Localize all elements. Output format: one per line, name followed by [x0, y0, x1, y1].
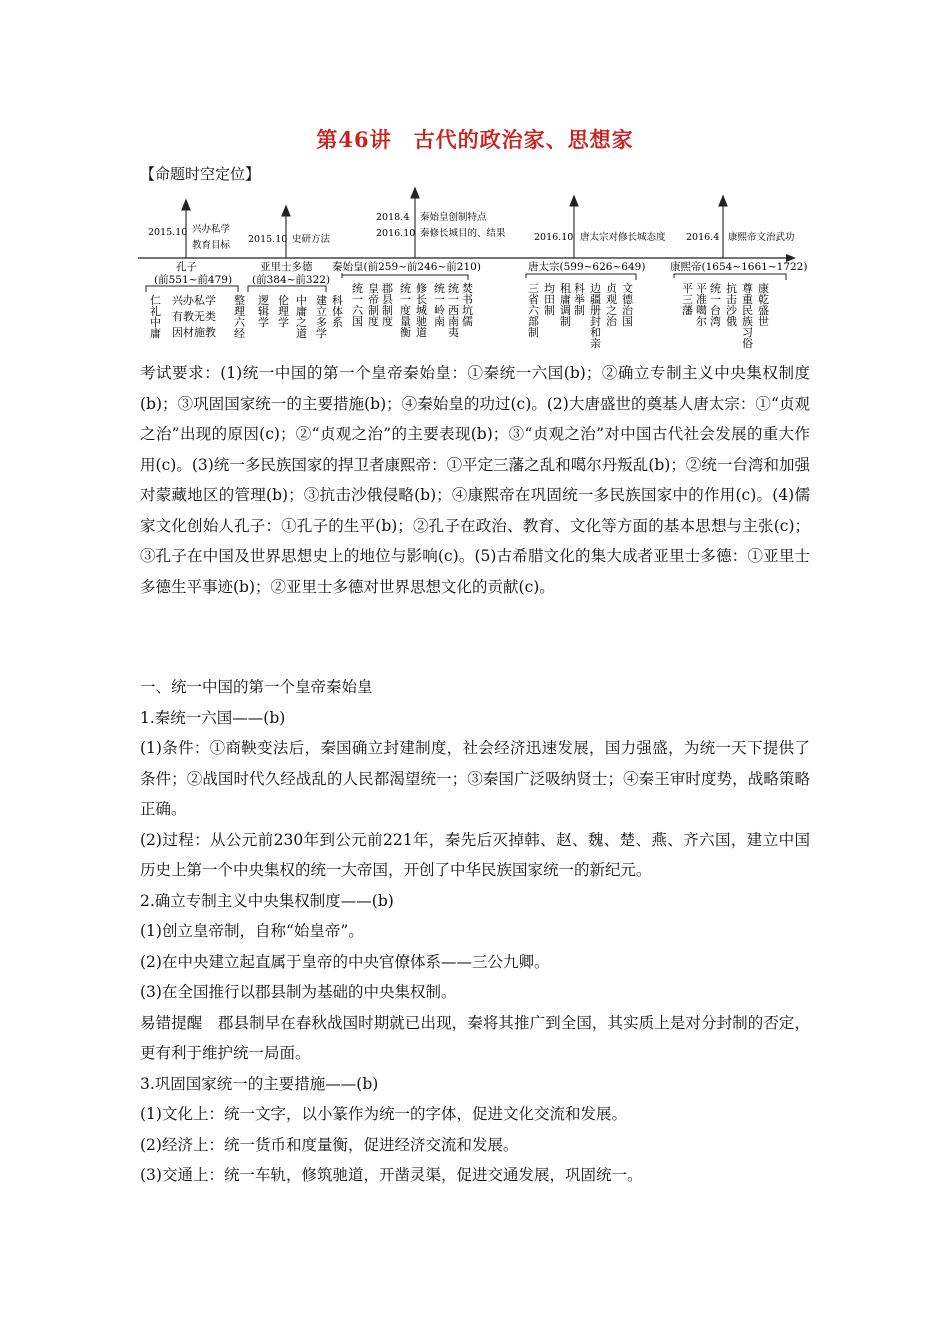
timeline-column-char: 统	[400, 282, 411, 295]
timeline-column-char: 郡	[382, 282, 393, 295]
timeline-column-char: 辑	[258, 305, 269, 318]
timeline-column-char: 尊	[742, 282, 753, 295]
exam-year: 2015.10	[248, 234, 288, 245]
timeline-column-char: 科	[332, 294, 343, 307]
timeline-column-char: 逻	[258, 294, 269, 307]
timeline-column-char: 均	[544, 282, 555, 295]
timeline-column-char: 文	[622, 282, 633, 295]
timeline-column-char: 制	[368, 304, 379, 317]
timeline-column-char: 边	[590, 282, 601, 295]
timeline-column-char: 之	[606, 304, 617, 317]
timeline-column-char: 国	[622, 315, 633, 328]
timeline-column-char: 部	[528, 315, 539, 328]
exam-note: 教育目标	[192, 240, 231, 251]
timeline-column-char: 租	[560, 282, 571, 295]
timeline-column-char: 南	[434, 315, 445, 328]
timeline-column-char: 尔	[696, 315, 707, 328]
timeline-column-char: 中	[296, 294, 307, 307]
timeline-column-char: 礼	[150, 305, 161, 318]
timeline-column-char: 伦	[278, 294, 289, 307]
timeline-column-char: 德	[622, 293, 633, 306]
figure-dates: (前551~前479)	[154, 274, 233, 286]
timeline-column-char: 观	[606, 293, 617, 306]
exam-note: 秦始皇创制特点	[420, 212, 487, 223]
figure-name: 秦始皇(前259~前246~前210)	[332, 261, 481, 273]
exam-year: 2016.4	[686, 232, 720, 243]
timeline-column-char: 习	[742, 326, 753, 339]
timeline-column-char: 田	[544, 293, 555, 306]
timeline-column-char: 平	[682, 282, 693, 295]
timeline-column-char: 统	[352, 282, 363, 295]
exam-year: 2015.10	[148, 227, 188, 238]
timeline-columns	[150, 281, 769, 350]
timeline-column-char: 治	[606, 315, 617, 328]
timeline-column-char: 中	[150, 316, 161, 329]
timeline-column-char: 夷	[448, 326, 459, 339]
timeline-column-char: 封	[590, 315, 601, 328]
timeline-column-char: 击	[726, 293, 737, 306]
timeline-column-char: 乾	[758, 293, 769, 306]
timeline-column-char: 制	[560, 315, 571, 328]
exam-note: 康熙帝文治武功	[728, 232, 795, 243]
timeline-column-char: 亲	[590, 337, 601, 350]
page-title: 第46讲 古代的政治家、思想家	[316, 127, 634, 152]
timeline-column-char: 调	[560, 304, 571, 317]
timeline-column-char: 整	[234, 294, 245, 307]
content-paragraph: 1.秦统一六国——(b)	[140, 708, 286, 727]
timeline-column-char: 焚	[462, 282, 473, 295]
timeline-column-char: 修	[416, 282, 427, 295]
timeline-column-char: 一	[710, 293, 721, 306]
timeline-column-char: 册	[590, 304, 601, 317]
timeline-column-char: 建	[316, 294, 327, 307]
exam-arrows	[182, 188, 727, 258]
timeline-column-char: 制	[574, 304, 585, 317]
timeline-column-char: 度	[382, 315, 393, 328]
content-paragraph: 2.确立专制主义中央集权制度——(b)	[140, 891, 394, 910]
timeline-column-char: 六	[528, 304, 539, 317]
timeline-column-char: 俄	[726, 315, 737, 328]
timeline-column-char: 长	[416, 293, 427, 306]
timeline-column-char: 科	[574, 282, 585, 295]
timeline-column-char: 之	[296, 316, 307, 329]
timeline-column-char: 沙	[726, 304, 737, 317]
content-paragraph: (1)文化上：统一文字，以小篆作为统一的字体，促进文化交流和发展。	[140, 1105, 627, 1123]
timeline-column-char: 统	[710, 282, 721, 295]
timeline-column-char: 县	[382, 293, 393, 306]
content-paragraph: (3)交通上：统一车轨，修筑驰道，开凿灵渠，促进交通发展，巩固统一。	[140, 1166, 643, 1184]
timeline-column-char: 藩	[682, 304, 693, 317]
timeline-column-char: 经	[234, 327, 245, 340]
content-paragraph: (2)在中央建立起直属于皇帝的中央官僚体系——三公九卿。	[140, 952, 550, 971]
timeline-column-char: 量	[400, 315, 411, 328]
figure-dates: (前384~前322)	[252, 274, 331, 286]
timeline-column-char: 系	[332, 316, 343, 329]
timeline-column-char: 学	[316, 327, 327, 340]
timeline-column-line: 兴办私学	[172, 294, 216, 307]
timeline-column-char: 举	[574, 293, 585, 306]
timeline-column-char: 噶	[696, 304, 707, 317]
timeline-column-char: 城	[416, 304, 427, 317]
exam-note: 史研方法	[292, 234, 331, 245]
timeline-column-char: 台	[710, 304, 721, 317]
timeline-column-char: 统	[448, 282, 459, 295]
figure-name: 孔子	[176, 261, 197, 273]
timeline-column-char: 理	[234, 305, 245, 318]
timeline-column-char: 驰	[416, 315, 427, 328]
timeline-column-char: 理	[278, 305, 289, 318]
timeline-column-char: 立	[316, 305, 327, 318]
exam-note: 兴办私学	[192, 224, 231, 235]
timeline-column-char: 疆	[590, 293, 601, 306]
exam-note: 秦修长城目的、结果	[420, 228, 506, 239]
content-section	[140, 672, 810, 1191]
exam-year: 2016.10	[376, 228, 416, 239]
timeline-column-char: 盛	[758, 304, 769, 317]
timeline-column-char: 一	[352, 293, 363, 306]
timeline-column-char: 湾	[710, 315, 721, 328]
section-tag: 【命题时空定位】	[140, 165, 261, 183]
timeline-column-char: 皇	[368, 282, 379, 295]
timeline-column-char: 统	[434, 282, 445, 295]
exam-requirements: 考试要求：(1)统一中国的第一个皇帝秦始皇：①秦统一六国(b)；②确立专制主义中央集权制度(b)；③巩固国家统一的主要措施(b)；④秦始皇的功过(c)。(2)大唐盛世的奠基人唐太宗：①“贞观之治”出现的原因(c)；②“贞观之治”的主要表现(b)；③“贞观之治”对中国古代社会发展的重大作用(c)。(3)统一多民族国家的捍卫者康熙帝：①平定三藩之乱和噶尔丹叛乱(b)；②统一台湾和加强对蒙藏地区的管理(b)；③抗击沙俄侵略(b)；④康熙帝在巩固统一多民族国家中的作用(c)。(4)儒家文化创始人孔子：①孔子的生平(b)；②孔子在政治、教育、文化等方面的基本思想与主张(c)；③孔子在中国及世界思想史上的地位与影响(c)。(5)古希腊文化的集大成者亚里士多德：①亚里士多德生平事迹(b)；②亚里士多德对世界思想文化的贡献(c)。	[140, 364, 810, 596]
timeline-column-char: 康	[758, 282, 769, 295]
timeline-column-char: 世	[758, 315, 769, 328]
content-paragraph: (2)经济上：统一货币和度量衡，促进经济交流和发展。	[140, 1135, 519, 1154]
timeline-column-char: 俗	[742, 337, 753, 350]
timeline-column-char: 制	[382, 304, 393, 317]
timeline-column-char: 岭	[434, 304, 445, 317]
timeline-column-line: 因材施教	[172, 326, 216, 339]
timeline-column-char: 庸	[150, 327, 161, 340]
timeline-column-char: 体	[332, 305, 343, 318]
timeline-column-char: 仁	[150, 294, 161, 307]
timeline-column-char: 学	[278, 316, 289, 329]
timeline-column-char: 治	[622, 304, 633, 317]
exam-year: 2018.4	[376, 212, 410, 223]
timeline-column-char: 民	[742, 304, 753, 317]
timeline-column-char: 省	[528, 293, 539, 306]
timeline-column-char: 六	[234, 316, 245, 329]
timeline-column-char: 衡	[400, 326, 411, 339]
timeline-column-char: 和	[590, 326, 601, 339]
timeline-column-char: 三	[528, 282, 539, 295]
timeline-column-char: 儒	[462, 315, 473, 328]
timeline-column-char: 西	[448, 304, 459, 317]
exam-note: 唐太宗对修长城态度	[580, 232, 666, 243]
timeline-column-char: 坑	[462, 304, 473, 317]
timeline-column-line: 有教无类	[172, 310, 216, 323]
timeline-column-char: 制	[544, 304, 555, 317]
timeline-column-char: 一	[448, 293, 459, 306]
content-paragraph: 3.巩固国家统一的主要措施——(b)	[140, 1074, 379, 1093]
timeline-column-char: 贞	[606, 282, 617, 295]
timeline-column-char: 族	[742, 315, 753, 328]
error-prone-note: 易错提醒 郡县制早在春秋战国时期就已出现，秦将其推广到全国，其实质上是对分封制的否定，更有利于维护统一局面。	[140, 1013, 810, 1062]
timeline-column-char: 度	[368, 315, 379, 328]
exam-year: 2016.10	[534, 232, 574, 243]
section-heading: 一、统一中国的第一个皇帝秦始皇	[140, 678, 373, 696]
timeline-column-char: 一	[400, 293, 411, 306]
timeline-column-char: 多	[316, 316, 327, 329]
timeline-column-char: 度	[400, 304, 411, 317]
timeline-column-char: 六	[352, 304, 363, 317]
timeline-column-char: 三	[682, 293, 693, 306]
timeline-column-char: 庸	[560, 293, 571, 306]
timeline-column-char: 一	[434, 293, 445, 306]
timeline-column-char: 平	[696, 282, 707, 295]
timeline-column-char: 南	[448, 315, 459, 328]
timeline-column-char: 准	[696, 293, 707, 306]
timeline-column-char: 抗	[726, 282, 737, 295]
timeline-column-char: 制	[528, 326, 539, 339]
content-paragraph: (1)条件：①商鞅变法后，秦国确立封建制度，社会经济迅速发展，国力强盛，为统一天下提供了条件；②战国时代久经战乱的人民都渴望统一；③秦国广泛吸纳贤士；④秦王审时度势，战略策略正确。	[140, 739, 810, 818]
timeline-column-char: 庸	[296, 305, 307, 318]
figure-name: 亚里士多德	[260, 261, 313, 273]
timeline-column-char: 道	[416, 326, 427, 339]
content-paragraph: (2)过程：从公元前230年到公元前221年，秦先后灭掉韩、赵、魏、楚、燕、齐六国，建立中国历史上第一个中央集权的统一大帝国，开创了中华民族国家统一的新纪元。	[140, 830, 810, 879]
timeline-column-char: 道	[296, 327, 307, 340]
timeline-column-char: 学	[258, 316, 269, 329]
timeline-column-char: 帝	[368, 293, 379, 306]
timeline-diagram	[136, 180, 816, 350]
content-paragraph: (3)在全国推行以郡县制为基础的中央集权制。	[140, 983, 457, 1001]
figure-name: 康熙帝(1654~1661~1722)	[670, 261, 808, 273]
timeline-column-char: 国	[352, 315, 363, 328]
timeline-column-char: 重	[742, 293, 753, 306]
figure-name: 唐太宗(599~626~649)	[528, 261, 646, 273]
timeline-column-char: 书	[462, 293, 473, 306]
content-paragraph: (1)创立皇帝制，自称“始皇帝”。	[140, 922, 364, 940]
